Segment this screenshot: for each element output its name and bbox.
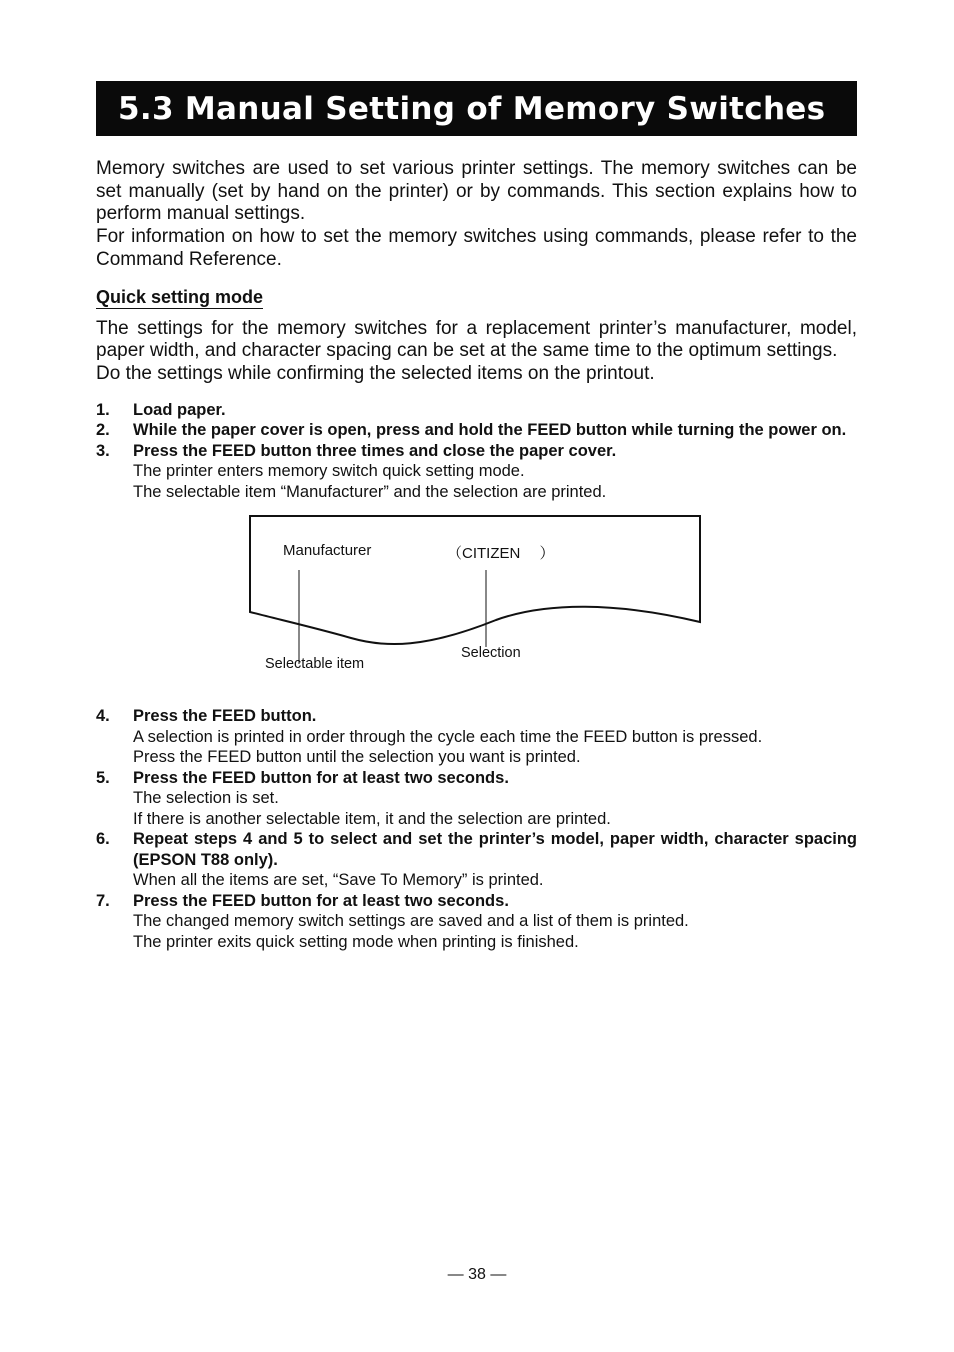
step-title: Load paper. [133,400,226,419]
step-title: Press the FEED button for at least two seconds. [133,891,509,910]
step-number: 3. [96,441,110,460]
step-number: 6. [96,830,110,849]
step-number: 2. [96,421,110,440]
printout-diagram [96,508,857,696]
step-item [96,829,857,891]
step-item [96,891,857,953]
quick-setting-heading: Quick setting mode [96,286,264,307]
step-detail: Press the FEED button until the selection you want is printed. [133,748,581,767]
caption-selection: Selection [461,645,521,662]
step-item [96,441,857,503]
printed-item-text: Manufacturer [283,542,372,560]
step-item [96,706,857,768]
step-detail: A selection is printed in order through the cycle each time the FEED button is pressed. [133,727,763,746]
step-detail: The changed memory switch settings are saved and a list of them is printed. [133,912,689,931]
paper-outline [250,516,700,644]
step-detail: When all the items are set, “Save To Memory” is printed. [133,871,544,890]
step-title: While the paper cover is open, press and hold the FEED button while turning the power on. [133,421,847,440]
quick-setting-paragraph-2: Do the settings while confirming the selected items on the printout. [96,362,655,384]
step-title: Press the FEED button. [133,707,317,726]
step-detail: The printer exits quick setting mode when printing is finished. [133,932,579,951]
step-number: 7. [96,891,110,910]
step-item [96,420,857,441]
step-item [96,768,857,830]
step-number: 4. [96,707,110,726]
step-detail: The printer enters memory switch quick setting mode. [133,462,525,481]
page-title: 5.3 Manual Setting of Memory Switches [118,90,826,127]
caption-selectable-item: Selectable item [265,656,365,673]
step-title: Repeat steps 4 and 5 to select and set the printer’s model, paper width, character spacing (EPSON T88 only). [133,830,857,869]
step-detail: If there is another selectable item, it and the selection are printed. [133,809,611,828]
page-number: — 38 — [447,1266,507,1283]
main-content [96,158,857,952]
steps-list-part-2 [96,706,857,952]
step-title: Press the FEED button for at least two seconds. [133,768,509,787]
step-number: 1. [96,400,110,419]
intro-paragraph-1: Memory switches are used to set various printer settings. The memory switches can be set manually (set by hand on the printer) or by commands. This section explains how to perform manual settings. [96,158,857,225]
steps-list-part-1 [96,400,857,503]
section-title-bar [96,81,857,136]
quick-setting-paragraph-1: The settings for the memory switches for a replacement printer’s manufacturer, model, paper width, and character spacing can be set at the same time to the optimum settings. [96,317,857,362]
printed-selection-text: （CITIZEN ） [447,545,555,563]
step-title: Press the FEED button three times and close the paper cover. [133,441,617,460]
step-item [96,400,857,421]
step-number: 5. [96,768,110,787]
intro-paragraph-2: For information on how to set the memory switches using commands, please refer to the Command Reference. [96,226,857,270]
step-detail: The selectable item “Manufacturer” and the selection are printed. [133,482,607,501]
step-detail: The selection is set. [133,789,279,808]
printout-paper-illustration [96,508,857,696]
